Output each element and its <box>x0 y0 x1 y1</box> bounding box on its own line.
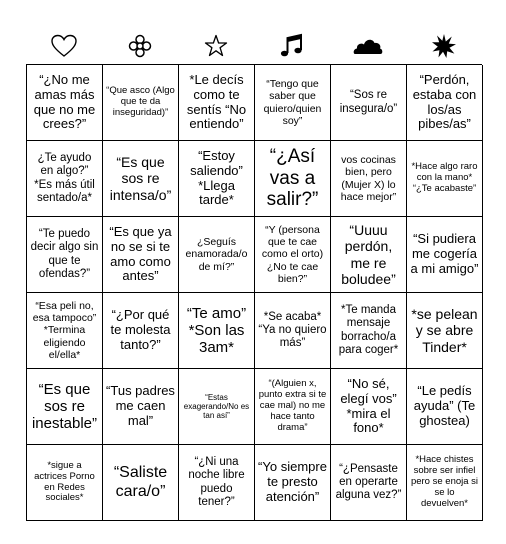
bingo-cell[interactable]: “Te puedo decir algo sin que te ofendas?” <box>27 217 103 293</box>
bingo-cell[interactable]: “Estoy saliendo” *Llega tarde* <box>179 141 255 217</box>
star-icon <box>178 28 254 64</box>
bingo-cell[interactable]: *se pelean y se abre Tinder* <box>407 293 483 369</box>
bingo-grid <box>26 64 482 521</box>
bingo-cell[interactable]: *Hace chistes sobre ser infiel pero se enoja si se lo devuelven* <box>407 445 483 521</box>
bingo-cell[interactable]: *Le decís como te sentís “No entiendo” <box>179 65 255 141</box>
bingo-cell[interactable]: “Le pedís ayuda” (Te ghostea) <box>407 369 483 445</box>
bingo-cell[interactable]: “Y (persona que te cae como el orto) ¿No te cae bien?” <box>255 217 331 293</box>
bingo-cell[interactable]: *Se acaba* “Ya no quiero más” <box>255 293 331 369</box>
bingo-cell[interactable]: *Te manda mensaje borracho/a para coger* <box>331 293 407 369</box>
bingo-cell[interactable]: “¿Por qué te molesta tanto?” <box>103 293 179 369</box>
bingo-card <box>26 28 482 521</box>
bingo-cell[interactable]: “Estas exagerando/No es tan así” <box>179 369 255 445</box>
bingo-cell[interactable]: “Si pudiera me cogería a mi amigo” <box>407 217 483 293</box>
bingo-cell[interactable]: “Te amo” *Son las 3am* <box>179 293 255 369</box>
cloud-icon <box>330 28 406 64</box>
bingo-cell[interactable]: “Que asco (Algo que te da inseguridad)” <box>103 65 179 141</box>
bingo-cell[interactable]: “Perdón, estaba con los/as pibes/as” <box>407 65 483 141</box>
bingo-cell[interactable]: “Uuuu perdón, me re boludee” <box>331 217 407 293</box>
bingo-header <box>26 28 482 64</box>
bingo-cell[interactable]: “Es que sos re inestable” <box>27 369 103 445</box>
bingo-cell[interactable]: ¿Te ayudo en algo?” *Es más útil sentado/a* <box>27 141 103 217</box>
bingo-cell[interactable]: *sigue a actrices Porno en Redes sociales* <box>27 445 103 521</box>
bingo-cell[interactable]: “Es que sos re intensa/o” <box>103 141 179 217</box>
heart-icon <box>26 28 102 64</box>
flower-icon <box>102 28 178 64</box>
bingo-cell[interactable]: “Esa peli no, esa tampoco” *Termina eligiendo el/ella* <box>27 293 103 369</box>
bingo-cell[interactable]: “Tus padres me caen mal” <box>103 369 179 445</box>
bingo-cell[interactable]: *Hace algo raro con la mano* “¿Te acabaste” <box>407 141 483 217</box>
bingo-cell[interactable]: “(Alguien x, punto extra si te cae mal) no me hace tanto drama” <box>255 369 331 445</box>
bingo-cell[interactable]: “¿Pensaste en operarte alguna vez?” <box>331 445 407 521</box>
bingo-cell[interactable]: “Yo siempre te presto atención” <box>255 445 331 521</box>
bingo-cell[interactable]: “¿No me amas más que no me crees?” <box>27 65 103 141</box>
bingo-cell[interactable]: “¿Ni una noche libre puedo tener?” <box>179 445 255 521</box>
music-notes-icon <box>254 28 330 64</box>
bingo-cell[interactable]: “Sos re insegura/o” <box>331 65 407 141</box>
bingo-cell[interactable]: “Tengo que saber que quiero/quien soy” <box>255 65 331 141</box>
bingo-cell[interactable]: “¿Así vas a salir?” <box>255 141 331 217</box>
bingo-cell[interactable]: “Saliste cara/o” <box>103 445 179 521</box>
bingo-cell[interactable]: ¿Seguís enamorada/o de mí?” <box>179 217 255 293</box>
starburst-icon <box>406 28 482 64</box>
bingo-cell[interactable]: vos cocinas bien, pero (Mujer X) lo hace mejor” <box>331 141 407 217</box>
bingo-cell[interactable]: “Es que ya no se si te amo como antes” <box>103 217 179 293</box>
bingo-cell[interactable]: “No sé, elegí vos” *mira el fono* <box>331 369 407 445</box>
